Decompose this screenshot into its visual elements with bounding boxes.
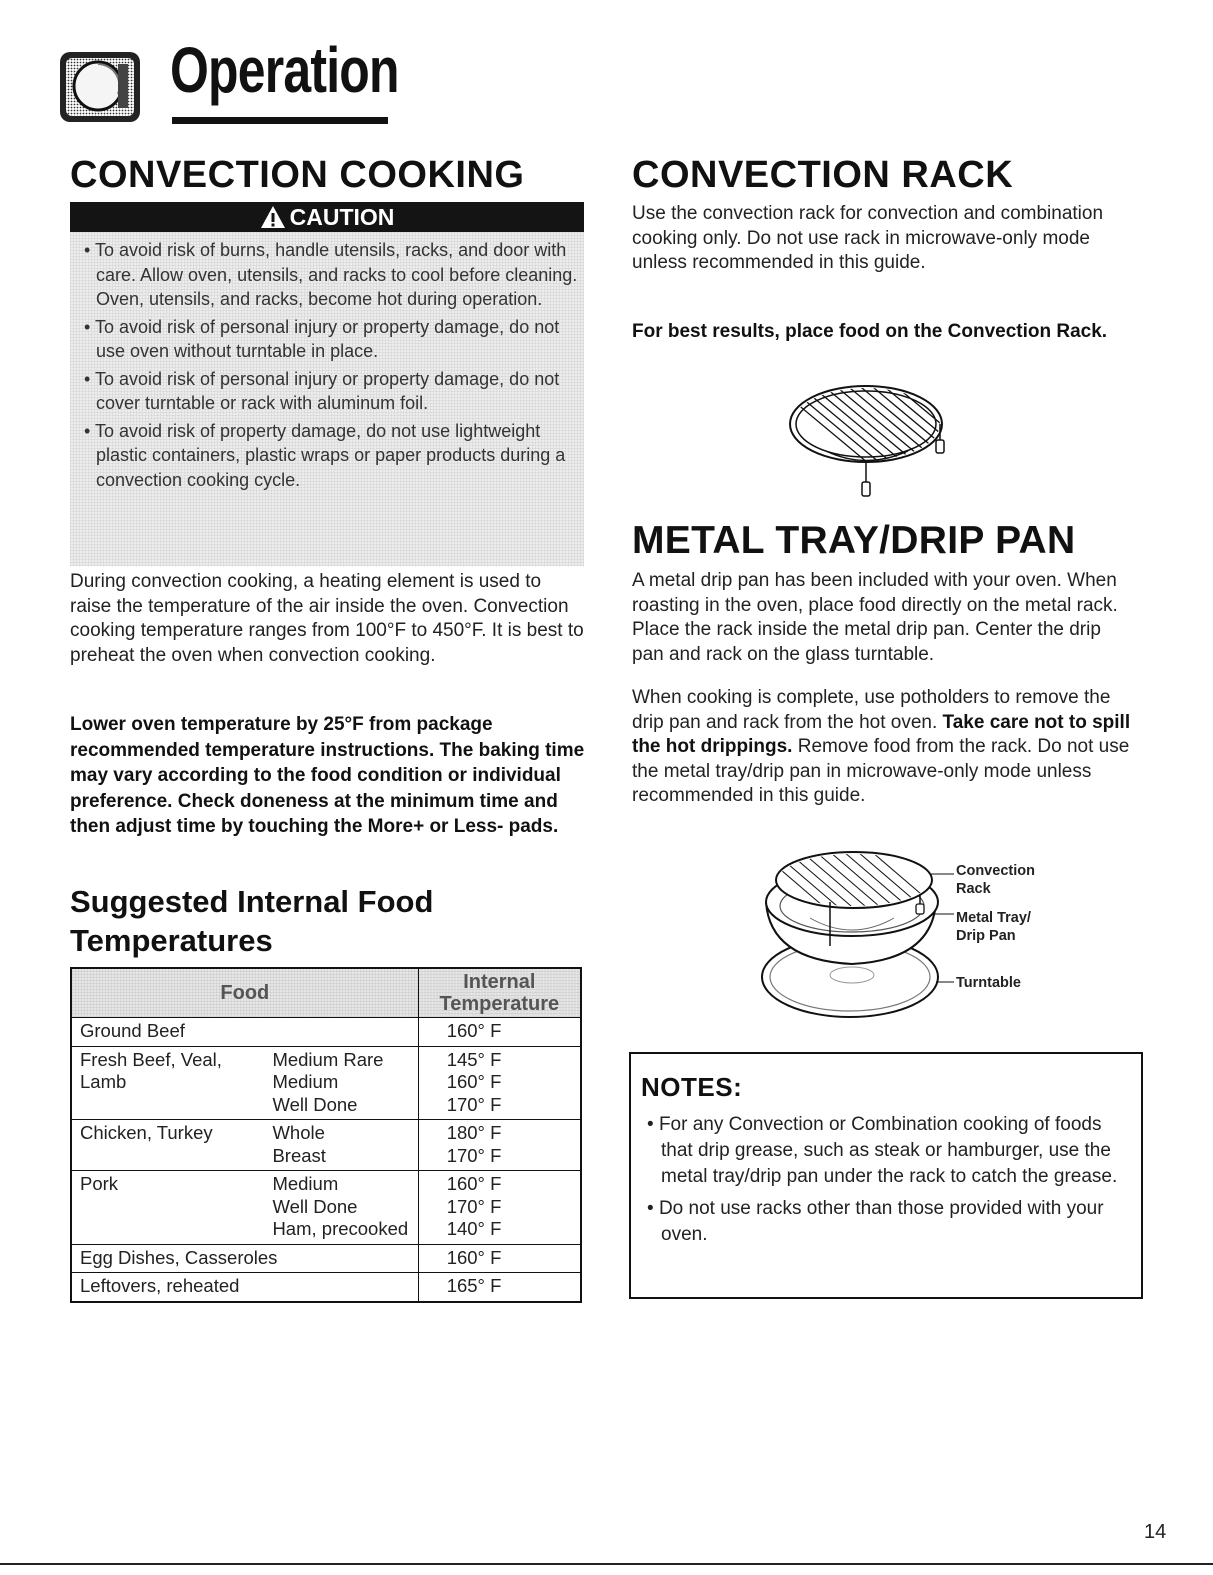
temp-cell: 160° F [418, 1018, 581, 1047]
convection-cooking-heading: CONVECTION COOKING [70, 154, 525, 196]
label-convection-rack: Convection Rack [956, 863, 1035, 897]
notes-list [643, 1112, 1123, 1254]
caution-box [70, 202, 584, 566]
temp-cell: 165° F [418, 1273, 581, 1302]
page-number: 14 [1144, 1521, 1167, 1543]
rack-tip: For best results, place food on the Convection Rack. [632, 321, 1108, 342]
page-title: Operation [170, 34, 399, 106]
table-row [71, 1244, 581, 1273]
rack-paragraph: Use the convection rack for convection and combination cooking only. Do not use rack in microwave-only mode unless recommended in this guide. [632, 203, 1104, 273]
page-bottom-rule [0, 1563, 1213, 1565]
caution-bar [70, 202, 584, 232]
label-turntable: Turntable [956, 975, 1021, 991]
oven-dial-icon [58, 46, 142, 126]
header-food: Food [71, 968, 418, 1018]
metal-tray-heading: METAL TRAY/DRIP PAN [632, 519, 1076, 562]
lower-temp-paragraph: Lower oven temperature by 25°F from package recommended temperature instructions. The baking time may vary according to the food condition or individual preference. Check doneness at the minimum time and then adjust time by touching the More+ or Less- pads. [70, 714, 585, 837]
caution-item: • To avoid risk of personal injury or property damage, do not cover turntable or rack with aluminum foil. [84, 368, 560, 413]
convection-paragraph: During convection cooking, a heating element is used to raise the temperature of the air inside the oven. Convection cooking temperature ranges from 100°F to 450°F. It is best to preheat the oven when convection cooking. [70, 571, 584, 666]
table-row [71, 1273, 581, 1302]
tray-safety-paragraph: When cooking is complete, use potholders to remove the drip pan and rack from the hot oven. Take care not to spill the hot drippings. Remove food from the rack. Do not use the metal tray/drip pan in microwave-only mode unless recommended in this guide. [632, 687, 1131, 806]
table-row [71, 1120, 581, 1171]
tray-warning-bold: Take care not to spill the hot drippings. [632, 711, 1131, 757]
temp-cell: 160° F [418, 1244, 581, 1273]
convection-rack-heading: CONVECTION RACK [632, 154, 1014, 196]
food-cell: Chicken, Turkey [71, 1120, 270, 1171]
temp-cell: 160° F 170° F 140° F [418, 1171, 581, 1245]
food-cell: Ground Beef [71, 1018, 418, 1047]
temp-cell: 180° F 170° F [418, 1120, 581, 1171]
table-row [71, 1018, 581, 1047]
notes-box [629, 1052, 1143, 1299]
food-cell: Egg Dishes, Casseroles [71, 1244, 418, 1273]
food-cell: Fresh Beef, Veal, Lamb [71, 1046, 270, 1120]
temperatures-heading: Suggested Internal Food Temperatures [70, 884, 434, 958]
temperature-table [70, 967, 582, 1303]
warning-triangle-icon [260, 205, 286, 229]
table-header-row [71, 968, 581, 1018]
tray-paragraph: A metal drip pan has been included with your oven. When roasting in the oven, place food directly on the metal rack. Place the rack inside the metal drip pan. Center the drip pan and rack on the glass turntable. [632, 570, 1118, 665]
caution-list [78, 238, 578, 495]
detail-cell: Medium Rare Medium Well Done [270, 1046, 418, 1120]
title-underline [172, 117, 388, 124]
note-item: • Do not use racks other than those provided with your oven. [647, 1198, 1104, 1245]
caution-item: • To avoid risk of burns, handle utensils, racks, and door with care. Allow oven, utensils, and racks to cool before cleaning. Oven, utensils, and racks, become hot during operation. [84, 240, 578, 309]
caution-label: CAUTION [289, 203, 395, 230]
header-temperature: Internal Temperature [418, 968, 581, 1018]
notes-title: NOTES: [641, 1072, 743, 1102]
temp-cell: 145° F 160° F 170° F [418, 1046, 581, 1120]
food-cell: Leftovers, reheated [71, 1273, 418, 1302]
detail-cell: Medium Well Done Ham, precooked [270, 1171, 418, 1245]
caution-item: • To avoid risk of personal injury or property damage, do not use oven without turntable in place. [84, 316, 560, 361]
label-metal-tray: Metal Tray/ Drip Pan [956, 910, 1031, 944]
food-cell: Pork [71, 1171, 270, 1245]
note-item: • For any Convection or Combination cooking of foods that drip grease, such as steak or hamburger, use the metal tray/drip pan under the rack to catch the grease. [647, 1114, 1118, 1187]
table-row [71, 1046, 581, 1120]
convection-rack-illustration [786, 378, 954, 500]
caution-item: • To avoid risk of property damage, do not use lightweight plastic containers, plastic wraps or paper products during a convection cooking cycle. [84, 420, 566, 490]
detail-cell: Whole Breast [270, 1120, 418, 1171]
table-row [71, 1171, 581, 1245]
